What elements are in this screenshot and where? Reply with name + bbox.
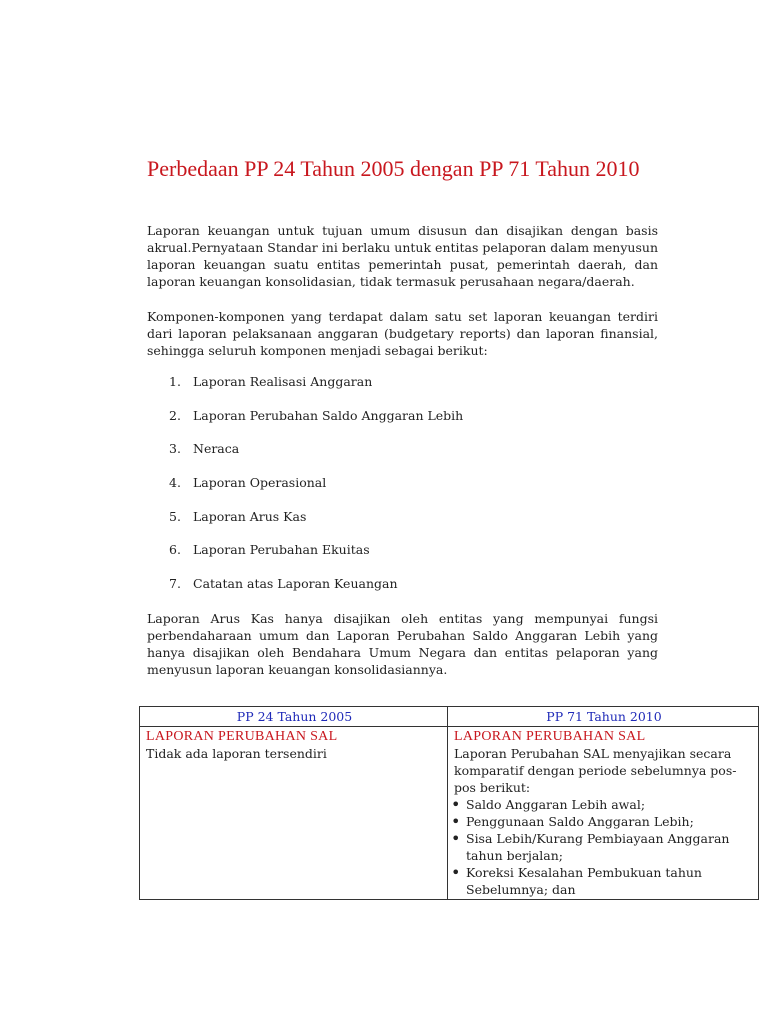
components-list — [147, 373, 658, 609]
list-item: • Koreksi Kesalahan Pembukuan tahun Sebelumnya; dan — [454, 864, 754, 898]
list-item: 1. Laporan Realisasi Anggaran — [169, 374, 373, 389]
pp24-cell — [140, 727, 448, 900]
page-title: Perbedaan PP 24 Tahun 2005 dengan PP 71 Tahun 2010 — [147, 156, 640, 181]
components-paragraph: Komponen-komponen yang terdapat dalam satu set laporan keuangan terdiri dari laporan pelaksanaan anggaran (budgetary reports) dan laporan finansial, sehingga seluruh komponen menjadi sebagai berikut: — [147, 309, 658, 358]
list-item: • Saldo Anggaran Lebih awal; — [454, 796, 754, 813]
pp24-section-heading: LAPORAN PERUBAHAN SAL — [146, 729, 338, 744]
list-item: 4. Laporan Operasional — [169, 475, 327, 491]
header-pp24: PP 24 Tahun 2005 — [140, 707, 448, 727]
list-item: • Sisa Lebih/Kurang Pembiayaan Anggaran tahun berjalan; — [454, 830, 754, 864]
list-item: 6. Laporan Perubahan Ekuitas — [169, 542, 370, 558]
comparison-table — [139, 706, 759, 900]
list-item: 3. Neraca — [169, 441, 240, 457]
table-header-row — [140, 707, 759, 727]
pp71-cell — [448, 727, 759, 900]
list-item: 2. Laporan Perubahan Saldo Anggaran Lebih — [169, 407, 464, 423]
list-item: • Penggunaan Saldo Anggaran Lebih; — [454, 813, 754, 830]
pp71-bullet-list — [454, 796, 754, 898]
intro-paragraph: Laporan keuangan untuk tujuan umum disusun dan disajikan dengan basis akrual.Pernyataan Standar ini berlaku untuk entitas pelaporan dalam menyusun laporan keuangan suatu entitas pemerintah pusat, pemerintah daerah, dan laporan keuangan konsolidasian, tidak termasuk perusahaan negara/daerah. — [147, 223, 658, 289]
list-item: 7. Catatan atas Laporan Keuangan — [169, 576, 398, 592]
pp24-text: Tidak ada laporan tersendiri — [146, 746, 327, 761]
header-pp71: PP 71 Tahun 2010 — [448, 707, 759, 727]
pp71-intro: Laporan Perubahan SAL menyajikan secara komparatif dengan periode sebelumnya pos-pos berikut: — [454, 746, 737, 795]
table-row — [140, 727, 759, 900]
list-item: 5. Laporan Arus Kas — [169, 508, 307, 524]
pp71-section-heading: LAPORAN PERUBAHAN SAL — [454, 729, 646, 744]
cash-flow-paragraph: Laporan Arus Kas hanya disajikan oleh entitas yang mempunyai fungsi perbendaharaan umum dan Laporan Perubahan Saldo Anggaran Lebih yang hanya disajikan oleh Bendahara Umum Negara dan entitas pelaporan yang menyusun laporan keuangan konsolidasiannya. — [147, 611, 658, 677]
